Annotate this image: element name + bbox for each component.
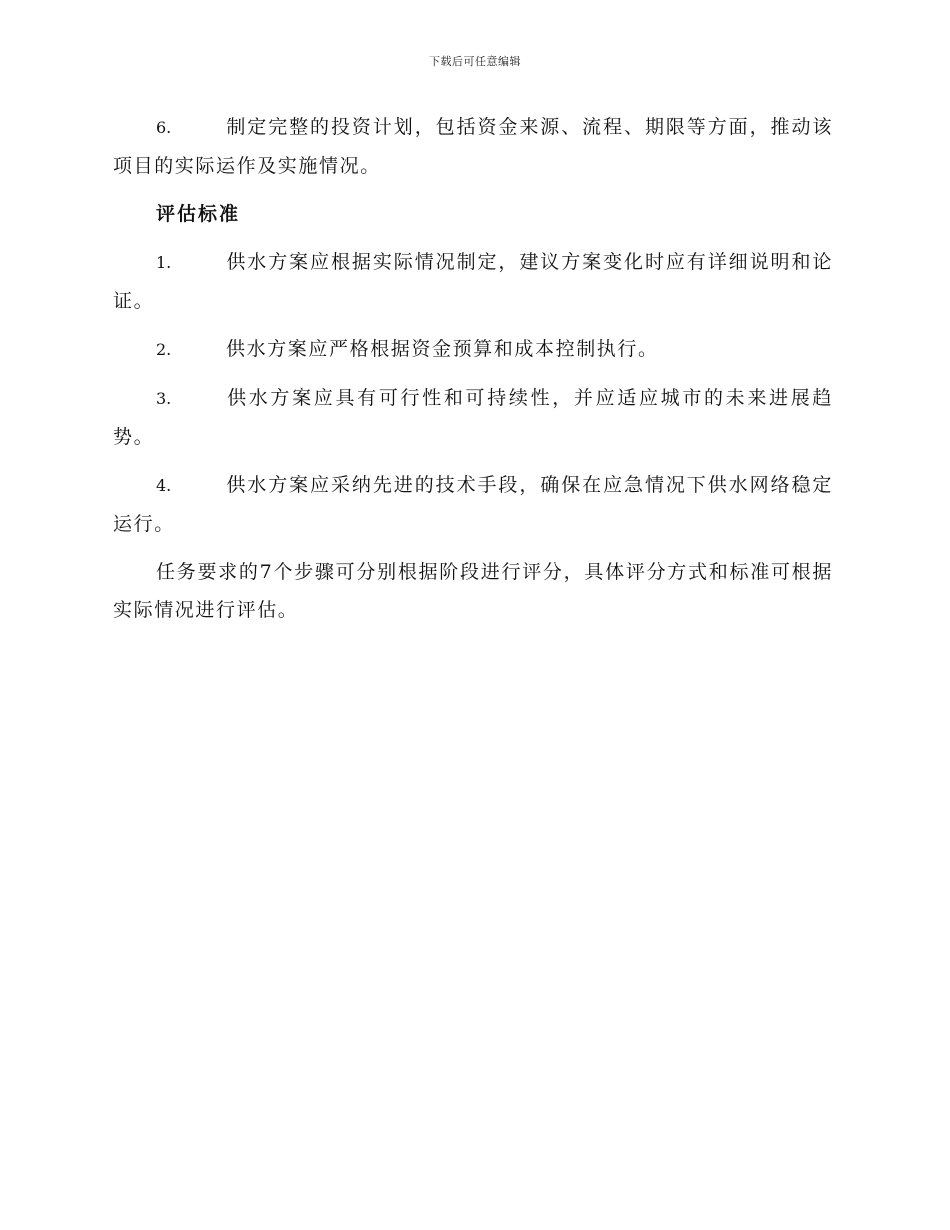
list-number: 1. [156, 253, 172, 272]
criteria-item-3 [113, 379, 833, 456]
list-item-text: 供水方案应根据实际情况制定，建议方案变化时应有详细说明和论证。 [113, 251, 833, 312]
section-heading: 评估标准 [156, 203, 241, 225]
list-item-text: 供水方案应具有可行性和可持续性，并应适应城市的未来进展趋势。 [113, 387, 833, 448]
list-number: 3. [156, 389, 172, 408]
criteria-item-4 [113, 466, 833, 543]
list-number: 4. [156, 476, 172, 495]
page-header: 下载后可任意编辑 [429, 55, 521, 68]
list-number: 6. [156, 118, 172, 137]
criteria-item-2 [113, 330, 833, 369]
closing-paragraph: 任务要求的7个步骤可分别根据阶段进行评分，具体评分方式和标准可根据实际情况进行评估。 [113, 561, 833, 621]
list-number: 2. [156, 340, 172, 359]
list-item-6 [113, 108, 833, 185]
document-body [113, 108, 833, 639]
list-item-text: 制定完整的投资计划，包括资金来源、流程、期限等方面，推动该项目的实际运作及实施情况。 [113, 116, 833, 177]
list-item-text: 供水方案应严格根据资金预算和成本控制执行。 [226, 338, 659, 360]
criteria-item-1 [113, 243, 833, 320]
list-item-text: 供水方案应采纳先进的技术手段，确保在应急情况下供水网络稳定运行。 [113, 474, 833, 535]
